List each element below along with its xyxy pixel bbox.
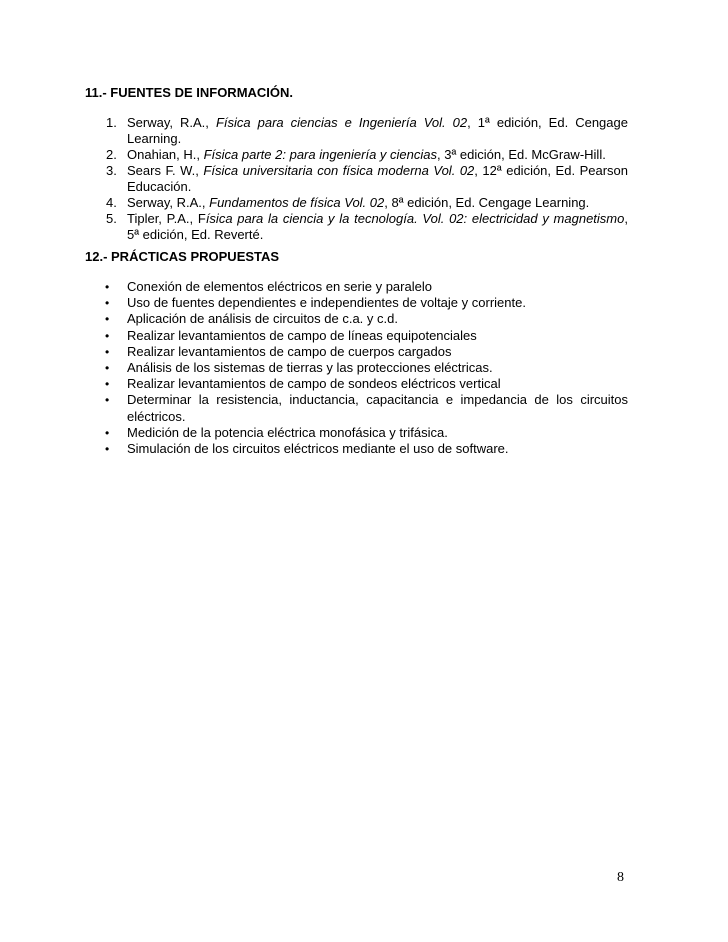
reference-title: Física para ciencias e Ingeniería Vol. 02 [215,115,468,130]
bullet-icon: • [105,296,110,311]
bullet-icon: • [105,425,110,440]
list-item-text: Realizar levantamientos de campo de líneas equipotenciales [127,327,477,343]
list-item [85,360,628,376]
section-12-title: 12.- PRÁCTICAS PROPUESTAS [85,249,280,264]
reference-number: 2. [106,147,117,162]
reference-author: Onahian, H., [127,147,204,162]
reference-title: Física parte 2: para ingeniería y ciencias [203,147,438,162]
reference-author: Serway, R.A., [127,115,216,130]
reference-title: ísica para la ciencia y la tecnología. Vol. 02: electricidad y magnetismo [205,211,625,226]
list-item-text: Uso de fuentes dependientes e independientes de voltaje y corriente. [127,295,526,311]
page-number: 8 [617,870,624,885]
reference-title: Fundamentos de física Vol. 02 [209,195,385,210]
list-item [85,425,628,441]
section-11-title: 11.- FUENTES DE INFORMACIÓN. [85,85,294,100]
bullet-icon: • [105,393,110,408]
list-item [85,295,628,311]
list-item-text: Medición de la potencia eléctrica monofásica y trifásica. [127,424,448,440]
references-list [85,115,628,243]
practices-list [85,279,628,457]
reference-author: Serway, R.A., [127,195,210,210]
reference-item [85,163,628,195]
bullet-icon: • [105,344,110,359]
list-item [85,344,628,360]
list-item-text: Simulación de los circuitos eléctricos mediante el uso de software. [127,441,509,457]
bullet-icon: • [105,377,110,392]
list-item [85,311,628,327]
reference-author: Tipler, P.A., F [127,211,206,226]
list-item [85,441,628,457]
list-item [85,279,628,295]
reference-item [85,115,628,147]
bullet-icon: • [105,280,110,294]
list-item-text: Realizar levantamientos de campo de sondeos eléctricos vertical [127,376,501,392]
bullet-icon: • [105,328,110,343]
reference-edition: , 3ª edición, Ed. McGraw-Hill. [437,147,606,162]
reference-number: 5. [106,211,117,226]
bullet-icon: • [105,442,110,457]
reference-item [85,147,628,163]
reference-edition: , 8ª edición, Ed. Cengage Learning. [384,195,590,210]
reference-item [85,211,628,243]
list-item-text: Análisis de los sistemas de tierras y las protecciones eléctricas. [127,360,493,376]
list-item-text: Determinar la resistencia, inductancia, capacitancia e impedancia de los circuitos eléctricos. [127,392,628,424]
bullet-icon: • [105,312,110,327]
list-item [85,392,628,424]
reference-item [85,195,628,211]
list-item-text: Realizar levantamientos de campo de cuerpos cargados [127,343,452,359]
reference-author: Sears F. W., [127,163,204,178]
reference-edition: , 5ª edición, Ed. Reverté. [127,211,628,242]
reference-edition: , 12ª edición, Ed. Pearson Educación. [127,163,629,194]
list-item [85,376,628,392]
list-item [85,328,628,344]
reference-number: 4. [106,195,117,210]
reference-number: 3. [106,163,117,178]
bullet-icon: • [105,361,110,376]
reference-edition: , 1ª edición, Ed. Cengage Learning. [127,115,628,146]
reference-title: Física universitaria con física moderna Vol. 02 [203,163,475,178]
list-item-text: Aplicación de análisis de circuitos de c.a. y c.d. [127,311,398,327]
list-item-text: Conexión de elementos eléctricos en serie y paralelo [127,279,432,294]
reference-number: 1. [106,115,117,130]
